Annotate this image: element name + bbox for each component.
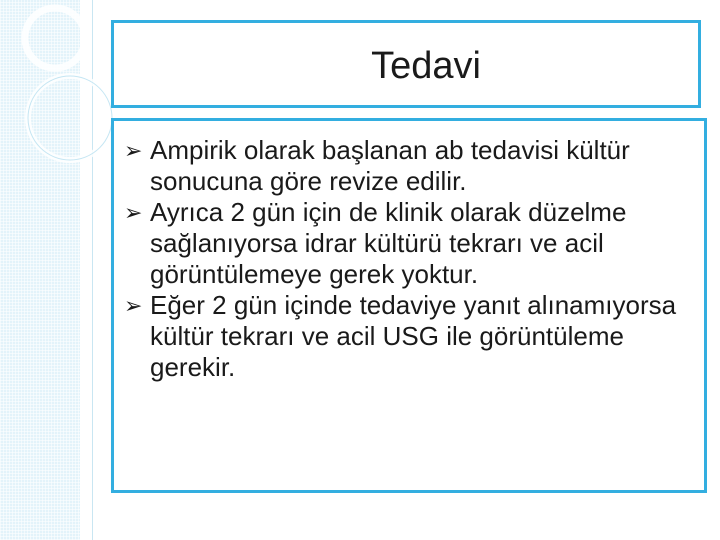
bullet-list [114,121,704,383]
bullet-text: Ampirik olarak başlanan ab tedavisi kültür sonucuna göre revize edilir. [150,135,630,196]
arrow-right-icon: ➢ [124,293,143,318]
arrow-right-icon: ➢ [124,138,143,163]
bullet-text: Ayrıca 2 gün için de klinik olarak düzelme sağlanıyorsa idrar kültürü tekrarı ve acil görüntülemeye gerek yoktur. [150,197,627,289]
title-box [111,20,701,108]
bullet-item [124,290,704,383]
slide-title: Tedavi [371,45,481,87]
arrow-right-icon: ➢ [124,200,143,225]
bullet-text: Eğer 2 gün içinde tedaviye yanıt alınamıyorsa kültür tekrarı ve acil USG ile görüntüleme gerekir. [150,290,677,382]
bullet-item [124,135,704,197]
bullet-item [124,197,704,290]
content-box [111,118,707,493]
